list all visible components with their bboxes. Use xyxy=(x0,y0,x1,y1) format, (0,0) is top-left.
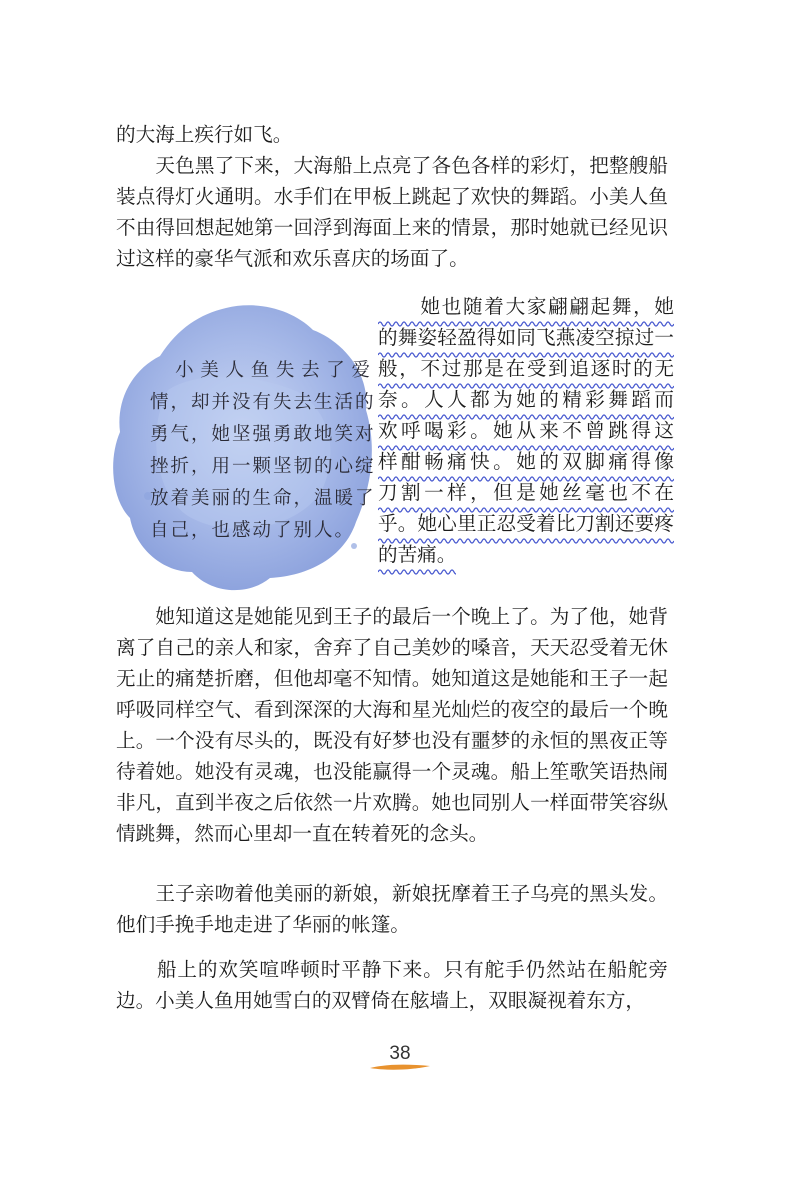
text-line: 待着她。她没有灵魂，也没能赢得一个灵魂。船上笙歌笑语热闹 xyxy=(116,760,669,783)
text-line: 的大海上疾行如飞。 xyxy=(116,123,293,146)
text-line: 奈。人人都为她的精彩舞蹈而 xyxy=(378,388,678,411)
text-line: 情跳舞，然而心里却一直在转着死的念头。 xyxy=(116,822,489,845)
text-line: 过这样的豪华气派和欢乐喜庆的场面了。 xyxy=(116,247,469,270)
wavy-underline xyxy=(378,568,456,576)
text-line: 王子亲吻着他美丽的新娘，新娘抚摩着王子乌亮的黑头发。 xyxy=(116,882,669,905)
note-text-line: 勇气，她坚强勇敢地笑对 xyxy=(150,424,376,445)
text-line: 的舞姿轻盈得如同飞燕凌空掠过一 xyxy=(378,326,675,349)
text-line: 他们手挽手地走进了华丽的帐篷。 xyxy=(116,913,410,936)
text-line: 不由得回想起她第一回浮到海面上来的情景，那时她就已经见识 xyxy=(116,216,669,239)
text-line: 上。一个没有尽头的，既没有好梦也没有噩梦的永恒的黑夜正等 xyxy=(116,729,669,752)
text-line: 刀割一样，但是她丝毫也不在 xyxy=(378,481,678,504)
note-text-line: 放着美丽的生命，温暖了 xyxy=(150,488,376,509)
text-line: 呼吸同样空气、看到深深的大海和星光灿烂的夜空的最后一个晚 xyxy=(116,698,669,721)
text-line: 离了自己的亲人和家，舍弃了自己美妙的嗓音，天天忍受着无休 xyxy=(116,636,669,659)
text-line: 乎。她心里正忍受着比刀割还要疼 xyxy=(378,512,675,535)
page-number: 38 xyxy=(389,1043,411,1064)
text-line: 天色黑了下来，大海船上点亮了各色各样的彩灯，把整艘船 xyxy=(116,154,669,177)
annotation-bubble xyxy=(108,300,378,600)
note-text-line: 小美人鱼失去了爱 xyxy=(150,360,377,381)
text-line: 边。小美人鱼用她雪白的双臂倚在舷墙上，双眼凝视着东方， xyxy=(116,989,646,1012)
text-line: 她知道这是她能见到王子的最后一个晚上了。为了他，她背 xyxy=(116,605,669,628)
text-line: 装点得灯火通明。水手们在甲板上跳起了欢快的舞蹈。小美人鱼 xyxy=(116,185,669,208)
note-text-line: 情，却并没有失去生活的 xyxy=(150,392,376,413)
brush-stroke-icon xyxy=(368,1062,432,1072)
note-text-line: 自己，也感动了别人。 xyxy=(150,520,356,541)
text-line: 船上的欢笑喧哗顿时平静下来。只有舵手仍然站在船舵旁 xyxy=(116,958,669,981)
text-line: 无止的痛楚折磨，但他却毫不知情。她知道这是她能和王子一起 xyxy=(116,667,669,690)
text-line: 欢呼喝彩。她从来不曾跳得这 xyxy=(378,419,678,442)
note-text-line: 挫折，用一颗坚韧的心绽 xyxy=(150,456,376,477)
watercolor-blob-icon xyxy=(108,300,378,600)
text-line: 样酣畅痛快。她的双脚痛得像 xyxy=(378,450,678,473)
text-line: 非凡，直到半夜之后依然一片欢腾。她也同别人一样面带笑容纵 xyxy=(116,791,669,814)
text-line: 她也随着大家翩翩起舞，她 xyxy=(378,295,676,318)
text-line: 的苦痛。 xyxy=(378,543,457,566)
text-line: 般，不过那是在受到追逐时的无 xyxy=(378,357,676,380)
